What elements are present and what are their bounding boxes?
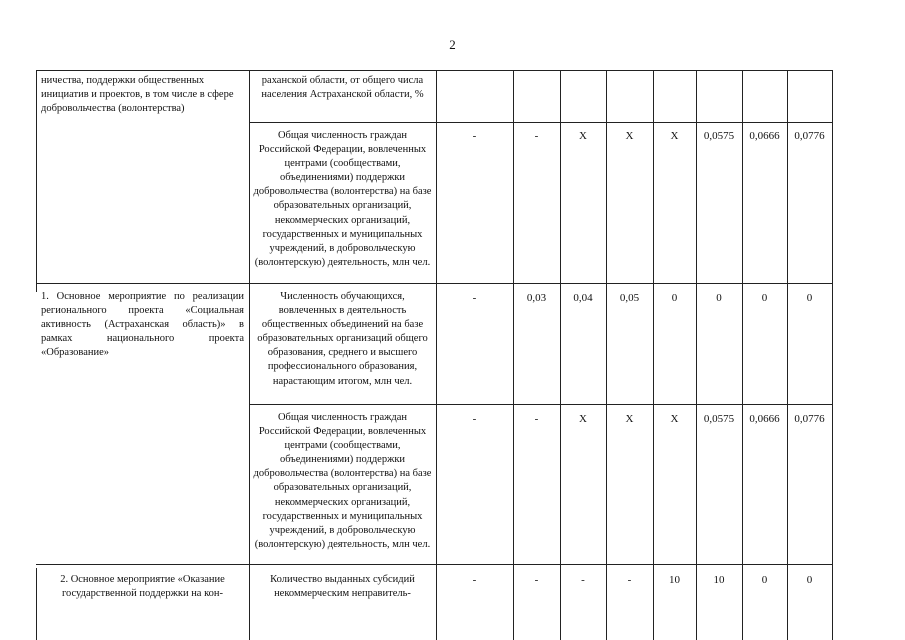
- value-cell: 0,05: [619, 292, 640, 304]
- value-cell: -: [472, 574, 477, 586]
- activity-cell: ничества, поддержки общественных инициатив и проектов, в том числе в сфере добровольчества (волонтерства): [41, 75, 234, 115]
- value-cell: 0,0666: [749, 130, 780, 142]
- value-cell: 0: [806, 292, 813, 304]
- table-border-right: [832, 70, 833, 640]
- value-cell: -: [534, 130, 539, 142]
- activity-cell: 1. Основное мероприятие по реализации регионального проекта «Социальная активность (Астраханская область)» в рамках национального проекта «Образование»: [41, 291, 244, 359]
- indicator-cell: Количество выданных субсидий некоммерческим неправитель-: [270, 574, 415, 600]
- row-divider: [249, 122, 833, 123]
- value-cell: X: [579, 413, 587, 425]
- indicator-cell: Численность обучающихся, вовлеченных в деятельность общественных объединений на базе образовательных организаций общего образования, среднего и высшего профессионального образования, нарастающим итогом, млн чел.: [257, 291, 428, 387]
- column-divider: [606, 70, 607, 640]
- row-divider: [249, 404, 833, 405]
- value-cell: -: [581, 574, 585, 586]
- value-cell: 0,04: [573, 292, 593, 304]
- value-cell: 10: [713, 574, 725, 586]
- value-cell: 0,0776: [794, 130, 825, 142]
- column-divider: [742, 70, 743, 640]
- indicator-cell: раханской области, от общего числа населения Астраханской области, %: [261, 75, 424, 101]
- value-cell: 0,0575: [703, 413, 735, 425]
- value-cell: -: [627, 574, 632, 586]
- value-cell: X: [625, 413, 634, 425]
- value-cell: 0,0776: [794, 413, 825, 425]
- value-cell: X: [579, 130, 587, 142]
- value-cell: -: [472, 292, 477, 304]
- value-cell: X: [670, 130, 679, 142]
- value-cell: -: [534, 413, 539, 425]
- row-divider: [36, 283, 833, 284]
- page-number: 2: [449, 37, 456, 52]
- value-cell: 0,0575: [703, 130, 735, 142]
- column-divider: [513, 70, 514, 640]
- value-cell: 0,0666: [749, 413, 780, 425]
- table-border-top: [36, 70, 833, 71]
- indicators-table: [36, 70, 833, 640]
- value-cell: 10: [669, 574, 680, 586]
- column-divider: [436, 70, 437, 640]
- column-divider: [653, 70, 654, 640]
- column-divider: [560, 70, 561, 640]
- value-cell: 0: [761, 574, 768, 586]
- value-cell: 0: [761, 292, 768, 304]
- row-divider: [36, 564, 833, 565]
- value-cell: X: [670, 413, 679, 425]
- value-cell: 0: [716, 292, 722, 304]
- value-cell: X: [625, 130, 634, 142]
- column-divider: [696, 70, 697, 640]
- value-cell: -: [472, 413, 477, 425]
- value-cell: -: [534, 574, 539, 586]
- value-cell: 0: [671, 292, 678, 304]
- column-divider: [787, 70, 788, 640]
- column-divider: [249, 70, 250, 640]
- value-cell: 0,03: [526, 292, 547, 304]
- indicator-cell: Общая численность граждан Российской Федерации, вовлеченных центрами (сообществами, объединениями) поддержки добровольчества (волонтерства) на базе образовательных организаций, некоммерческих организаций, государственных и муниципальных учреждений, в добровольческую (волонтерскую) деятельность, млн чел.: [253, 412, 432, 550]
- value-cell: 0: [806, 574, 813, 586]
- value-cell: -: [472, 130, 477, 142]
- table-border-left: [36, 568, 37, 640]
- activity-cell: 2. Основное мероприятие «Оказание государственной поддержки на кон-: [60, 574, 225, 600]
- table-border-left: [36, 70, 37, 292]
- indicator-cell: Общая численность граждан Российской Федерации, вовлеченных центрами (сообществами, объединениями) поддержки добровольчества (волонтерства) на базе образовательных организаций, некоммерческих организаций, государственных и муниципальных учреждений, в добровольческую (волонтерскую) деятельность, млн чел.: [253, 130, 432, 268]
